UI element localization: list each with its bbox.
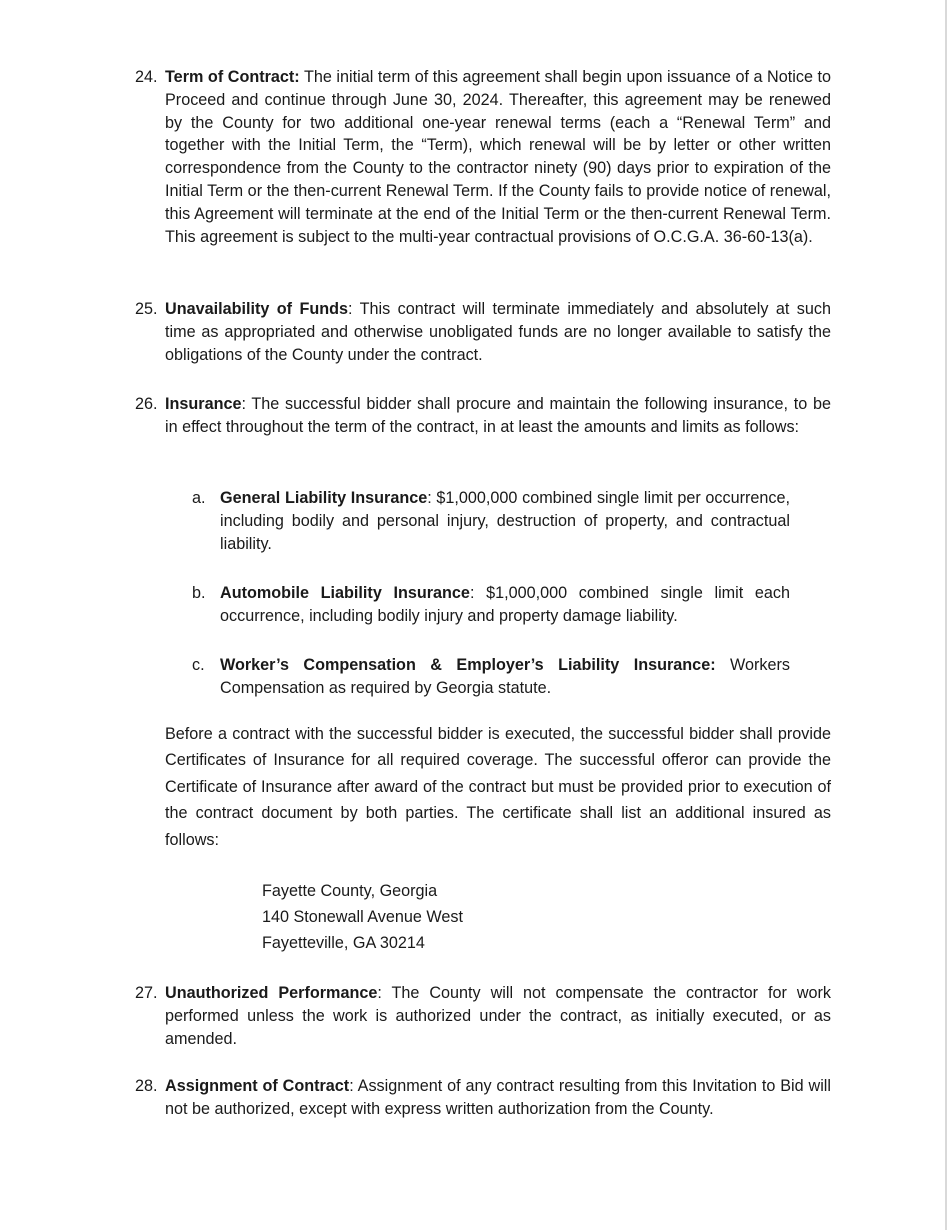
insurance-letter: b.: [192, 584, 206, 602]
clause-number: 25.: [135, 300, 158, 318]
insurance-text: : $1,000,000 combined single limit per occurrence, including bodily and personal injury, destruction of property, and contractual liability.: [220, 489, 790, 553]
insurance-item-b: [192, 582, 790, 628]
address-line-3: Fayetteville, GA 30214: [262, 934, 425, 953]
clause-heading: Unavailability of Funds: [165, 300, 349, 318]
clause-26: [135, 393, 831, 439]
clause-text: : The successful bidder shall procure and maintain the following insurance, to be in effect throughout the term of the contract, in at least the amounts and limits as follows:: [165, 395, 831, 436]
clause-text: : The County will not compensate the contractor for work performed unless the work is authorized under the contract, as initially executed, or as amended.: [165, 984, 831, 1048]
certificate-paragraph: Before a contract with the successful bidder is executed, the successful bidder shall provide Certificates of Insurance for all required coverage. The successful offeror can provide the Certificate of Insurance after award of the contract but must be provided prior to execution of the contract document by both parties. The certificate shall list an additional insured as follows:: [165, 725, 831, 849]
clause-text: The initial term of this agreement shall begin upon issuance of a Notice to Proceed and continue through June 30, 2024. Thereafter, this agreement may be renewed by the County for two additional one-year renewal terms (each a “Renewal Term” and together with the Initial Term, the “Term), which renewal will be by letter or other written correspondence from the County to the contractor ninety (90) days prior to expiration of the Initial Term or the then-current Renewal Term. If the County fails to provide notice of renewal, this Agreement will terminate at the end of the Initial Term or the then-current Renewal Term. This agreement is subject to the multi-year contractual provisions of O.C.G.A. 36-60-13(a).: [165, 68, 831, 246]
insurance-heading: Automobile Liability Insurance: [220, 584, 470, 602]
clause-28: [135, 1075, 831, 1121]
insurance-heading: Worker’s Compensation & Employer’s Liability Insurance:: [220, 656, 716, 674]
clause-24: [135, 66, 831, 248]
clause-number: 26.: [135, 395, 158, 413]
insurance-text: Workers Compensation as required by Georgia statute.: [220, 656, 791, 697]
clause-heading: Insurance: [165, 395, 242, 413]
clause-heading: Assignment of Contract: [165, 1077, 350, 1095]
address-line-2: 140 Stonewall Avenue West: [262, 908, 463, 927]
insurance-item-c: [192, 654, 791, 700]
insurance-text: : $1,000,000 combined single limit each occurrence, including bodily injury and property damage liability.: [220, 584, 790, 625]
address-line-1: Fayette County, Georgia: [262, 882, 438, 900]
clause-27: [135, 982, 831, 1050]
clause-number: 28.: [135, 1077, 158, 1095]
additional-insured-address: [262, 878, 463, 957]
insurance-letter: c.: [192, 656, 205, 674]
clause-text: : Assignment of any contract resulting from this Invitation to Bid will not be authorized, except with express written authorization from the County.: [165, 1077, 831, 1118]
clause-text: : This contract will terminate immediately and absolutely at such time as appropriated and otherwise unobligated funds are no longer available to satisfy the obligations of the County under the contract.: [165, 300, 831, 364]
insurance-item-a: [192, 487, 790, 555]
clause-number: 27.: [135, 984, 158, 1002]
clause-heading: Term of Contract:: [165, 68, 300, 86]
clause-number: 24.: [135, 68, 158, 86]
insurance-heading: General Liability Insurance: [220, 489, 428, 507]
clause-25: [135, 298, 831, 366]
clause-heading: Unauthorized Performance: [165, 984, 378, 1002]
insurance-letter: a.: [192, 489, 206, 507]
